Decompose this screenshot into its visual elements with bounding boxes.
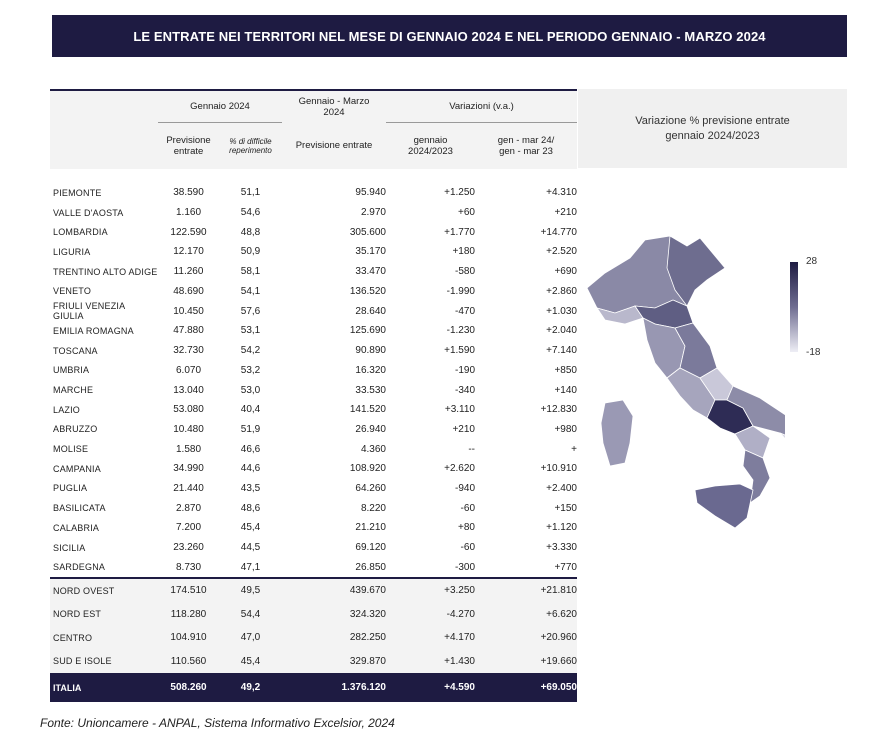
- cell-var-per: +4.310: [546, 187, 577, 199]
- header-var-periodo: gen - mar 24/ gen - mar 23: [475, 123, 577, 170]
- cell-diff: 54,4: [219, 603, 282, 627]
- cell-var-per: +1.030: [546, 305, 577, 317]
- cell-diff: 58,1: [240, 266, 261, 278]
- cell-periodo: 28.640: [355, 305, 386, 317]
- header-group-period: Gennaio - Marzo 2024: [282, 90, 386, 123]
- cell-diff: 47,0: [219, 626, 282, 650]
- cell-entrate: 38.590: [173, 187, 204, 199]
- cell-var-per: +21.810: [475, 578, 577, 603]
- cell-periodo: 324.320: [282, 603, 386, 627]
- cell-var-gen: +60: [458, 207, 475, 219]
- cell-var-gen: +210: [452, 423, 475, 435]
- cell-name: FRIULI VENEZIA GIULIA: [53, 301, 125, 322]
- cell-entrate: 23.260: [173, 542, 204, 554]
- cell-diff: 49,5: [219, 578, 282, 603]
- cell-name: LIGURIA: [53, 246, 91, 257]
- table-row-total: [50, 673, 577, 702]
- cell-periodo: 35.170: [355, 246, 386, 258]
- table-header-group-row: [50, 90, 577, 123]
- cell-var-per: +150: [554, 502, 577, 514]
- cell-entrate: 174.510: [158, 578, 219, 603]
- cell-name: CENTRO: [50, 626, 158, 650]
- map-legend-min: -18: [806, 347, 821, 358]
- cell-var-gen: -580: [454, 266, 475, 278]
- cell-var-per: +69.050: [475, 673, 577, 702]
- cell-name: TRENTINO ALTO ADIGE: [53, 266, 158, 277]
- cell-name: LOMBARDIA: [53, 227, 108, 238]
- cell-diff: 49,2: [219, 673, 282, 702]
- cell-entrate: 13.040: [173, 384, 204, 396]
- cell-entrate: 8.730: [175, 561, 202, 573]
- table-row: [50, 321, 577, 341]
- cell-entrate: 1.580: [175, 443, 202, 455]
- table-row: [50, 538, 577, 558]
- header-previsione-periodo: Previsione entrate: [282, 123, 386, 170]
- cell-var-per: +850: [554, 364, 577, 376]
- cell-entrate: 508.260: [158, 673, 219, 702]
- cell-var-gen: --: [468, 443, 475, 455]
- table-row: [50, 439, 577, 459]
- table-row: [50, 518, 577, 538]
- map-region-sardegna: [601, 400, 633, 466]
- cell-periodo: 26.850: [355, 561, 386, 573]
- cell-var-per: +690: [554, 266, 577, 278]
- table-row: [50, 361, 577, 381]
- table-row: [50, 400, 577, 420]
- cell-var-gen: +1.250: [444, 187, 475, 199]
- table-row: [50, 262, 577, 282]
- cell-diff: 44,5: [240, 542, 261, 554]
- cell-entrate: 118.280: [158, 603, 219, 627]
- cell-name: CALABRIA: [53, 522, 100, 533]
- map-legend-gradient: [790, 262, 798, 352]
- header-var-gennaio: gennaio 2024/2023: [386, 123, 475, 170]
- italy-map-icon: [575, 228, 785, 538]
- header-previsione-entrate: Previsione entrate: [158, 123, 219, 170]
- table-row: [50, 380, 577, 400]
- cell-var-per: +14.770: [540, 226, 577, 238]
- cell-var-gen: +1.430: [386, 650, 475, 674]
- header-difficile-reperimento: % di difficile reperimento: [219, 123, 282, 170]
- cell-name: ABRUZZO: [53, 424, 98, 435]
- cell-var-gen: +2.620: [444, 463, 475, 475]
- cell-var-gen: +80: [458, 522, 475, 534]
- cell-periodo: 439.670: [282, 578, 386, 603]
- cell-var-per: +19.660: [475, 650, 577, 674]
- table-row: [50, 479, 577, 499]
- cell-var-gen: +3.250: [386, 578, 475, 603]
- cell-periodo: 69.120: [355, 542, 386, 554]
- cell-var-per: +2.400: [546, 482, 577, 494]
- cell-entrate: 110.560: [158, 650, 219, 674]
- cell-periodo: 33.530: [355, 384, 386, 396]
- cell-diff: 54,6: [240, 207, 261, 219]
- table-row: [50, 281, 577, 301]
- cell-var-per: +: [571, 443, 577, 455]
- header-group-january: Gennaio 2024: [158, 90, 282, 123]
- table-header-row: [50, 123, 577, 170]
- cell-var-gen: +180: [452, 246, 475, 258]
- cell-var-gen: -300: [454, 561, 475, 573]
- cell-name: TOSCANA: [53, 345, 98, 356]
- cell-entrate: 21.440: [173, 482, 204, 494]
- cell-name: SARDEGNA: [53, 562, 106, 573]
- cell-diff: 53,0: [240, 384, 261, 396]
- cell-name: ITALIA: [50, 673, 158, 702]
- cell-entrate: 48.690: [173, 285, 204, 297]
- cell-name: SUD E ISOLE: [50, 650, 158, 674]
- cell-periodo: 26.940: [355, 423, 386, 435]
- cell-var-per: +2.040: [546, 325, 577, 337]
- cell-entrate: 10.450: [173, 305, 204, 317]
- cell-entrate: 122.590: [170, 226, 207, 238]
- cell-name: VENETO: [53, 286, 92, 297]
- cell-entrate: 6.070: [175, 364, 202, 376]
- cell-var-gen: -940: [454, 482, 475, 494]
- cell-diff: 50,9: [240, 246, 261, 258]
- cell-entrate: 104.910: [158, 626, 219, 650]
- cell-diff: 57,6: [240, 305, 261, 317]
- cell-entrate: 32.730: [173, 345, 204, 357]
- cell-var-gen: +1.590: [444, 345, 475, 357]
- cell-periodo: 8.220: [360, 502, 386, 514]
- cell-entrate: 1.160: [175, 207, 202, 219]
- source-note: Fonte: Unioncamere - ANPAL, Sistema Informativo Excelsior, 2024: [40, 716, 395, 730]
- cell-entrate: 12.170: [173, 246, 204, 258]
- header-empty: [50, 90, 158, 123]
- cell-periodo: 95.940: [355, 187, 386, 199]
- entrate-table: [50, 89, 577, 702]
- table-row: [50, 301, 577, 321]
- cell-diff: 40,4: [240, 404, 261, 416]
- cell-var-per: +7.140: [546, 345, 577, 357]
- cell-periodo: 305.600: [349, 226, 386, 238]
- cell-periodo: 125.690: [349, 325, 386, 337]
- cell-name: CAMPANIA: [53, 463, 101, 474]
- cell-periodo: 4.360: [360, 443, 386, 455]
- cell-diff: 54,1: [240, 285, 261, 297]
- cell-diff: 53,2: [240, 364, 261, 376]
- cell-entrate: 7.200: [175, 522, 202, 534]
- cell-diff: 48,6: [240, 502, 261, 514]
- cell-var-per: +2.520: [546, 246, 577, 258]
- cell-name: MARCHE: [53, 385, 94, 396]
- cell-entrate: 2.870: [175, 502, 202, 514]
- cell-periodo: 141.520: [349, 404, 386, 416]
- cell-var-gen: +4.170: [386, 626, 475, 650]
- cell-var-gen: -4.270: [386, 603, 475, 627]
- cell-periodo: 108.920: [349, 463, 386, 475]
- cell-periodo: 21.210: [355, 522, 386, 534]
- cell-diff: 48,8: [240, 226, 261, 238]
- cell-entrate: 47.880: [173, 325, 204, 337]
- cell-var-per: +6.620: [475, 603, 577, 627]
- cell-name: UMBRIA: [53, 365, 90, 376]
- cell-diff: 46,6: [240, 443, 261, 455]
- cell-diff: 45,4: [219, 650, 282, 674]
- cell-var-gen: -470: [454, 305, 475, 317]
- cell-name: SICILIA: [53, 542, 86, 553]
- map-region-south-accent: [780, 433, 785, 453]
- cell-var-per: +10.910: [540, 463, 577, 475]
- cell-periodo: 136.520: [349, 285, 386, 297]
- cell-var-per: +210: [554, 207, 577, 219]
- map-title: Variazione % previsione entrate gennaio 2024/2023: [635, 115, 790, 142]
- cell-periodo: 1.376.120: [282, 673, 386, 702]
- cell-var-gen: -1.990: [446, 285, 475, 297]
- cell-var-gen: +3.110: [444, 404, 475, 416]
- cell-var-per: +20.960: [475, 626, 577, 650]
- cell-var-gen: -340: [454, 384, 475, 396]
- cell-diff: 47,1: [240, 561, 261, 573]
- table-row: [50, 420, 577, 440]
- table-row: [50, 341, 577, 361]
- table-row-area: [50, 603, 577, 627]
- cell-diff: 51,1: [240, 187, 261, 199]
- cell-var-gen: +4.590: [386, 673, 475, 702]
- table-row-area: [50, 578, 577, 603]
- cell-var-per: +770: [554, 561, 577, 573]
- cell-var-per: +2.860: [546, 285, 577, 297]
- cell-var-per: +1.120: [546, 522, 577, 534]
- header-empty: [50, 123, 158, 170]
- cell-periodo: 2.970: [360, 207, 386, 219]
- cell-periodo: 90.890: [355, 345, 386, 357]
- cell-var-gen: -60: [460, 502, 475, 514]
- table-row: [50, 498, 577, 518]
- cell-periodo: 33.470: [355, 266, 386, 278]
- cell-diff: 45,4: [240, 522, 261, 534]
- cell-name: PUGLIA: [53, 483, 88, 494]
- cell-diff: 54,2: [240, 345, 261, 357]
- cell-diff: 51,9: [240, 423, 261, 435]
- cell-name: MOLISE: [53, 444, 89, 455]
- cell-name: NORD OVEST: [50, 578, 158, 603]
- cell-periodo: 329.870: [282, 650, 386, 674]
- table-row: [50, 557, 577, 578]
- cell-diff: 53,1: [240, 325, 261, 337]
- cell-var-per: +12.830: [540, 404, 577, 416]
- cell-diff: 43,5: [240, 482, 261, 494]
- cell-entrate: 10.480: [173, 423, 204, 435]
- cell-var-per: +3.330: [546, 542, 577, 554]
- table-row: [50, 242, 577, 262]
- table-row: [50, 203, 577, 223]
- cell-name: PIEMONTE: [53, 187, 102, 198]
- table-row: [50, 222, 577, 242]
- page-title: LE ENTRATE NEI TERRITORI NEL MESE DI GENNAIO 2024 E NEL PERIODO GENNAIO - MARZO 2024: [52, 15, 847, 57]
- cell-name: BASILICATA: [53, 503, 106, 514]
- cell-var-gen: -60: [460, 542, 475, 554]
- table-row-area: [50, 626, 577, 650]
- table-row-area: [50, 650, 577, 674]
- cell-name: LAZIO: [53, 404, 81, 415]
- cell-var-gen: -190: [454, 364, 475, 376]
- cell-var-gen: -1.230: [446, 325, 475, 337]
- header-group-variations: Variazioni (v.a.): [386, 90, 577, 123]
- cell-entrate: 53.080: [173, 404, 204, 416]
- cell-diff: 44,6: [240, 463, 261, 475]
- cell-name: VALLE D'AOSTA: [53, 207, 124, 218]
- cell-periodo: 282.250: [282, 626, 386, 650]
- map-region-sicilia: [695, 484, 753, 528]
- cell-name: EMILIA ROMAGNA: [53, 325, 134, 336]
- cell-name: NORD EST: [50, 603, 158, 627]
- table-row: [50, 459, 577, 479]
- cell-periodo: 64.260: [355, 482, 386, 494]
- cell-var-per: +980: [554, 423, 577, 435]
- table-row: [50, 183, 577, 203]
- cell-var-per: +140: [554, 384, 577, 396]
- map-legend-max: 28: [806, 256, 818, 267]
- cell-entrate: 34.990: [173, 463, 204, 475]
- cell-var-gen: +1.770: [444, 226, 475, 238]
- cell-entrate: 11.260: [173, 266, 204, 278]
- cell-periodo: 16.320: [355, 364, 386, 376]
